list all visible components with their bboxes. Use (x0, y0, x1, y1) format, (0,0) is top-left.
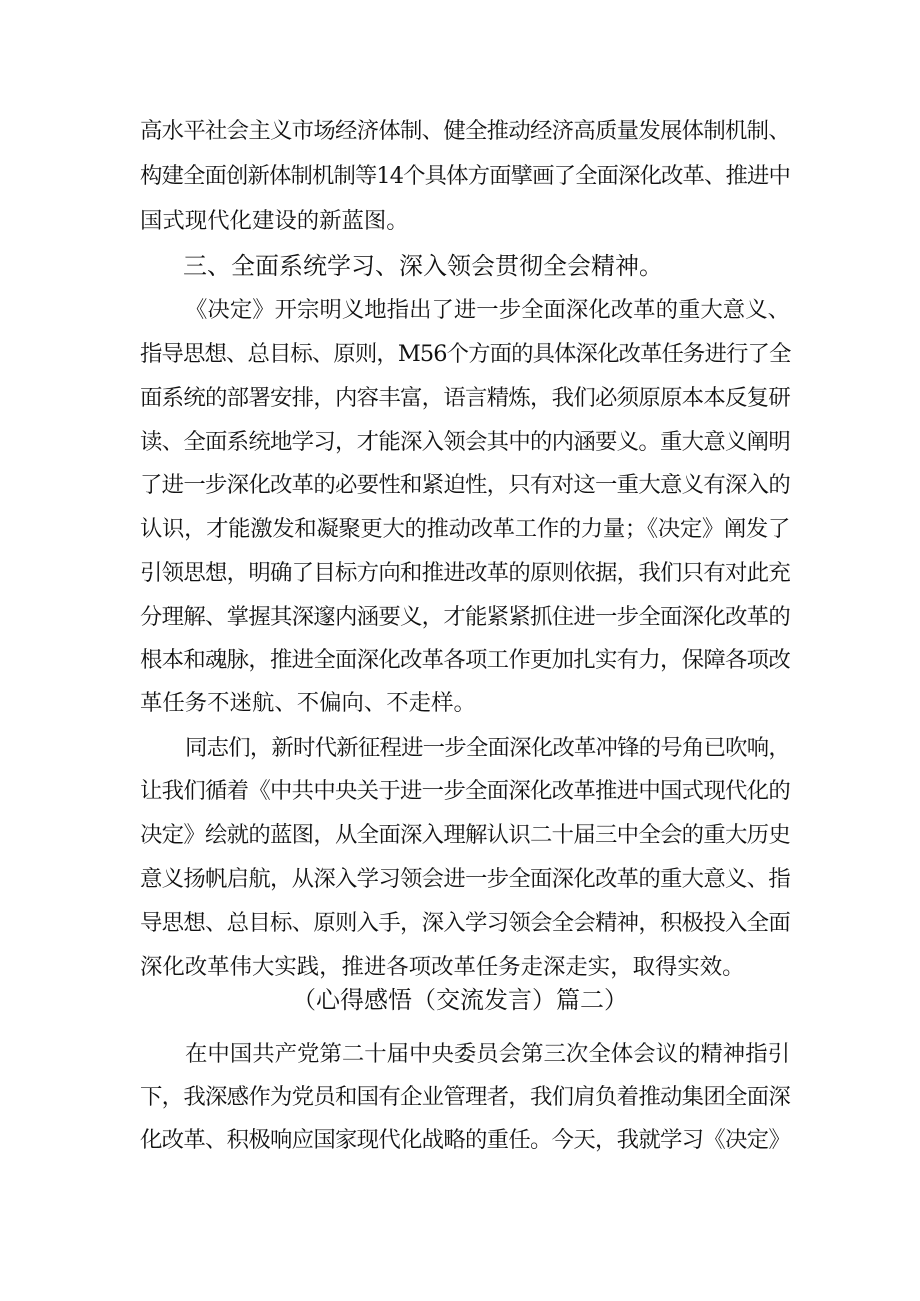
paragraph-2-line-4: 读、全面系统地学习，才能深入领会其中的内涵要义。重大意义阐明 (140, 429, 790, 455)
paragraph-3-line-2: 让我们循着《中共中央关于进一步全面深化改革推进中国式现代化的 (140, 778, 790, 804)
part-heading-2: （心得感悟（交流发言）篇二） (292, 986, 628, 1014)
paragraph-4-line-3: 化改革、积极响应国家现代化战略的重任。今天，我就学习《决定》 (140, 1127, 790, 1153)
paragraph-1-line-3: 国式现代化建设的新蓝图。 (140, 208, 409, 234)
paragraph-1-line-2: 构建全面创新体制机制等14个具体方面擘画了全面深化改革、推进中 (140, 163, 790, 189)
paragraph-3-line-4: 意义扬帆启航，从深入学习领会进一步全面深化改革的重大意义、指 (140, 866, 790, 892)
paragraph-2-line-8: 分理解、掌握其深邃内涵要义，才能紧紧抓住进一步全面深化改革的 (140, 604, 790, 630)
paragraph-2-line-1: 《决定》开宗明义地指出了进一步全面深化改革的重大意义、 (185, 297, 790, 323)
paragraph-2-line-7: 引领思想，明确了目标方向和推进改革的原则依据，我们只有对此充 (140, 560, 790, 586)
paragraph-2-line-10: 革任务不迷航、不偏向、不走样。 (140, 690, 476, 716)
section-heading-3: 三、全面系统学习、深入领会贯彻全会精神。 (183, 252, 663, 280)
paragraph-4-line-2: 下，我深感作为党员和国有企业管理者，我们肩负着推动集团全面深 (140, 1084, 790, 1110)
paragraph-2-line-5: 了进一步深化改革的必要性和紧迫性，只有对这一重大意义有深入的 (140, 472, 790, 498)
paragraph-2-line-9: 根本和魂脉，推进全面深化改革各项工作更加扎实有力，保障各项改 (140, 647, 790, 673)
paragraph-4-line-1: 在中国共产党第二十届中央委员会第三次全体会议的精神指引 (185, 1041, 790, 1067)
paragraph-3-line-6: 深化改革伟大实践，推进各项改革任务走深走实，取得实效。 (140, 954, 745, 980)
paragraph-2-line-6: 认识，才能激发和凝聚更大的推动改革工作的力量；《决定》阐发了 (140, 516, 790, 542)
paragraph-2-line-3: 面系统的部署安排，内容丰富，语言精炼，我们必须原原本本反复研 (140, 385, 790, 411)
paragraph-3-line-3: 决定》绘就的蓝图，从全面深入理解认识二十届三中全会的重大历史 (140, 822, 790, 848)
paragraph-3-line-1: 同志们，新时代新征程进一步全面深化改革冲锋的号角已吹响， (185, 735, 790, 761)
paragraph-2-line-2: 指导思想、总目标、原则，M56个方面的具体深化改革任务进行了全 (140, 341, 791, 367)
paragraph-1-line-1: 高水平社会主义市场经济体制、健全推动经济高质量发展体制机制、 (140, 118, 790, 144)
paragraph-3-line-5: 导思想、总目标、原则入手，深入学习领会全会精神，积极投入全面 (140, 910, 790, 936)
